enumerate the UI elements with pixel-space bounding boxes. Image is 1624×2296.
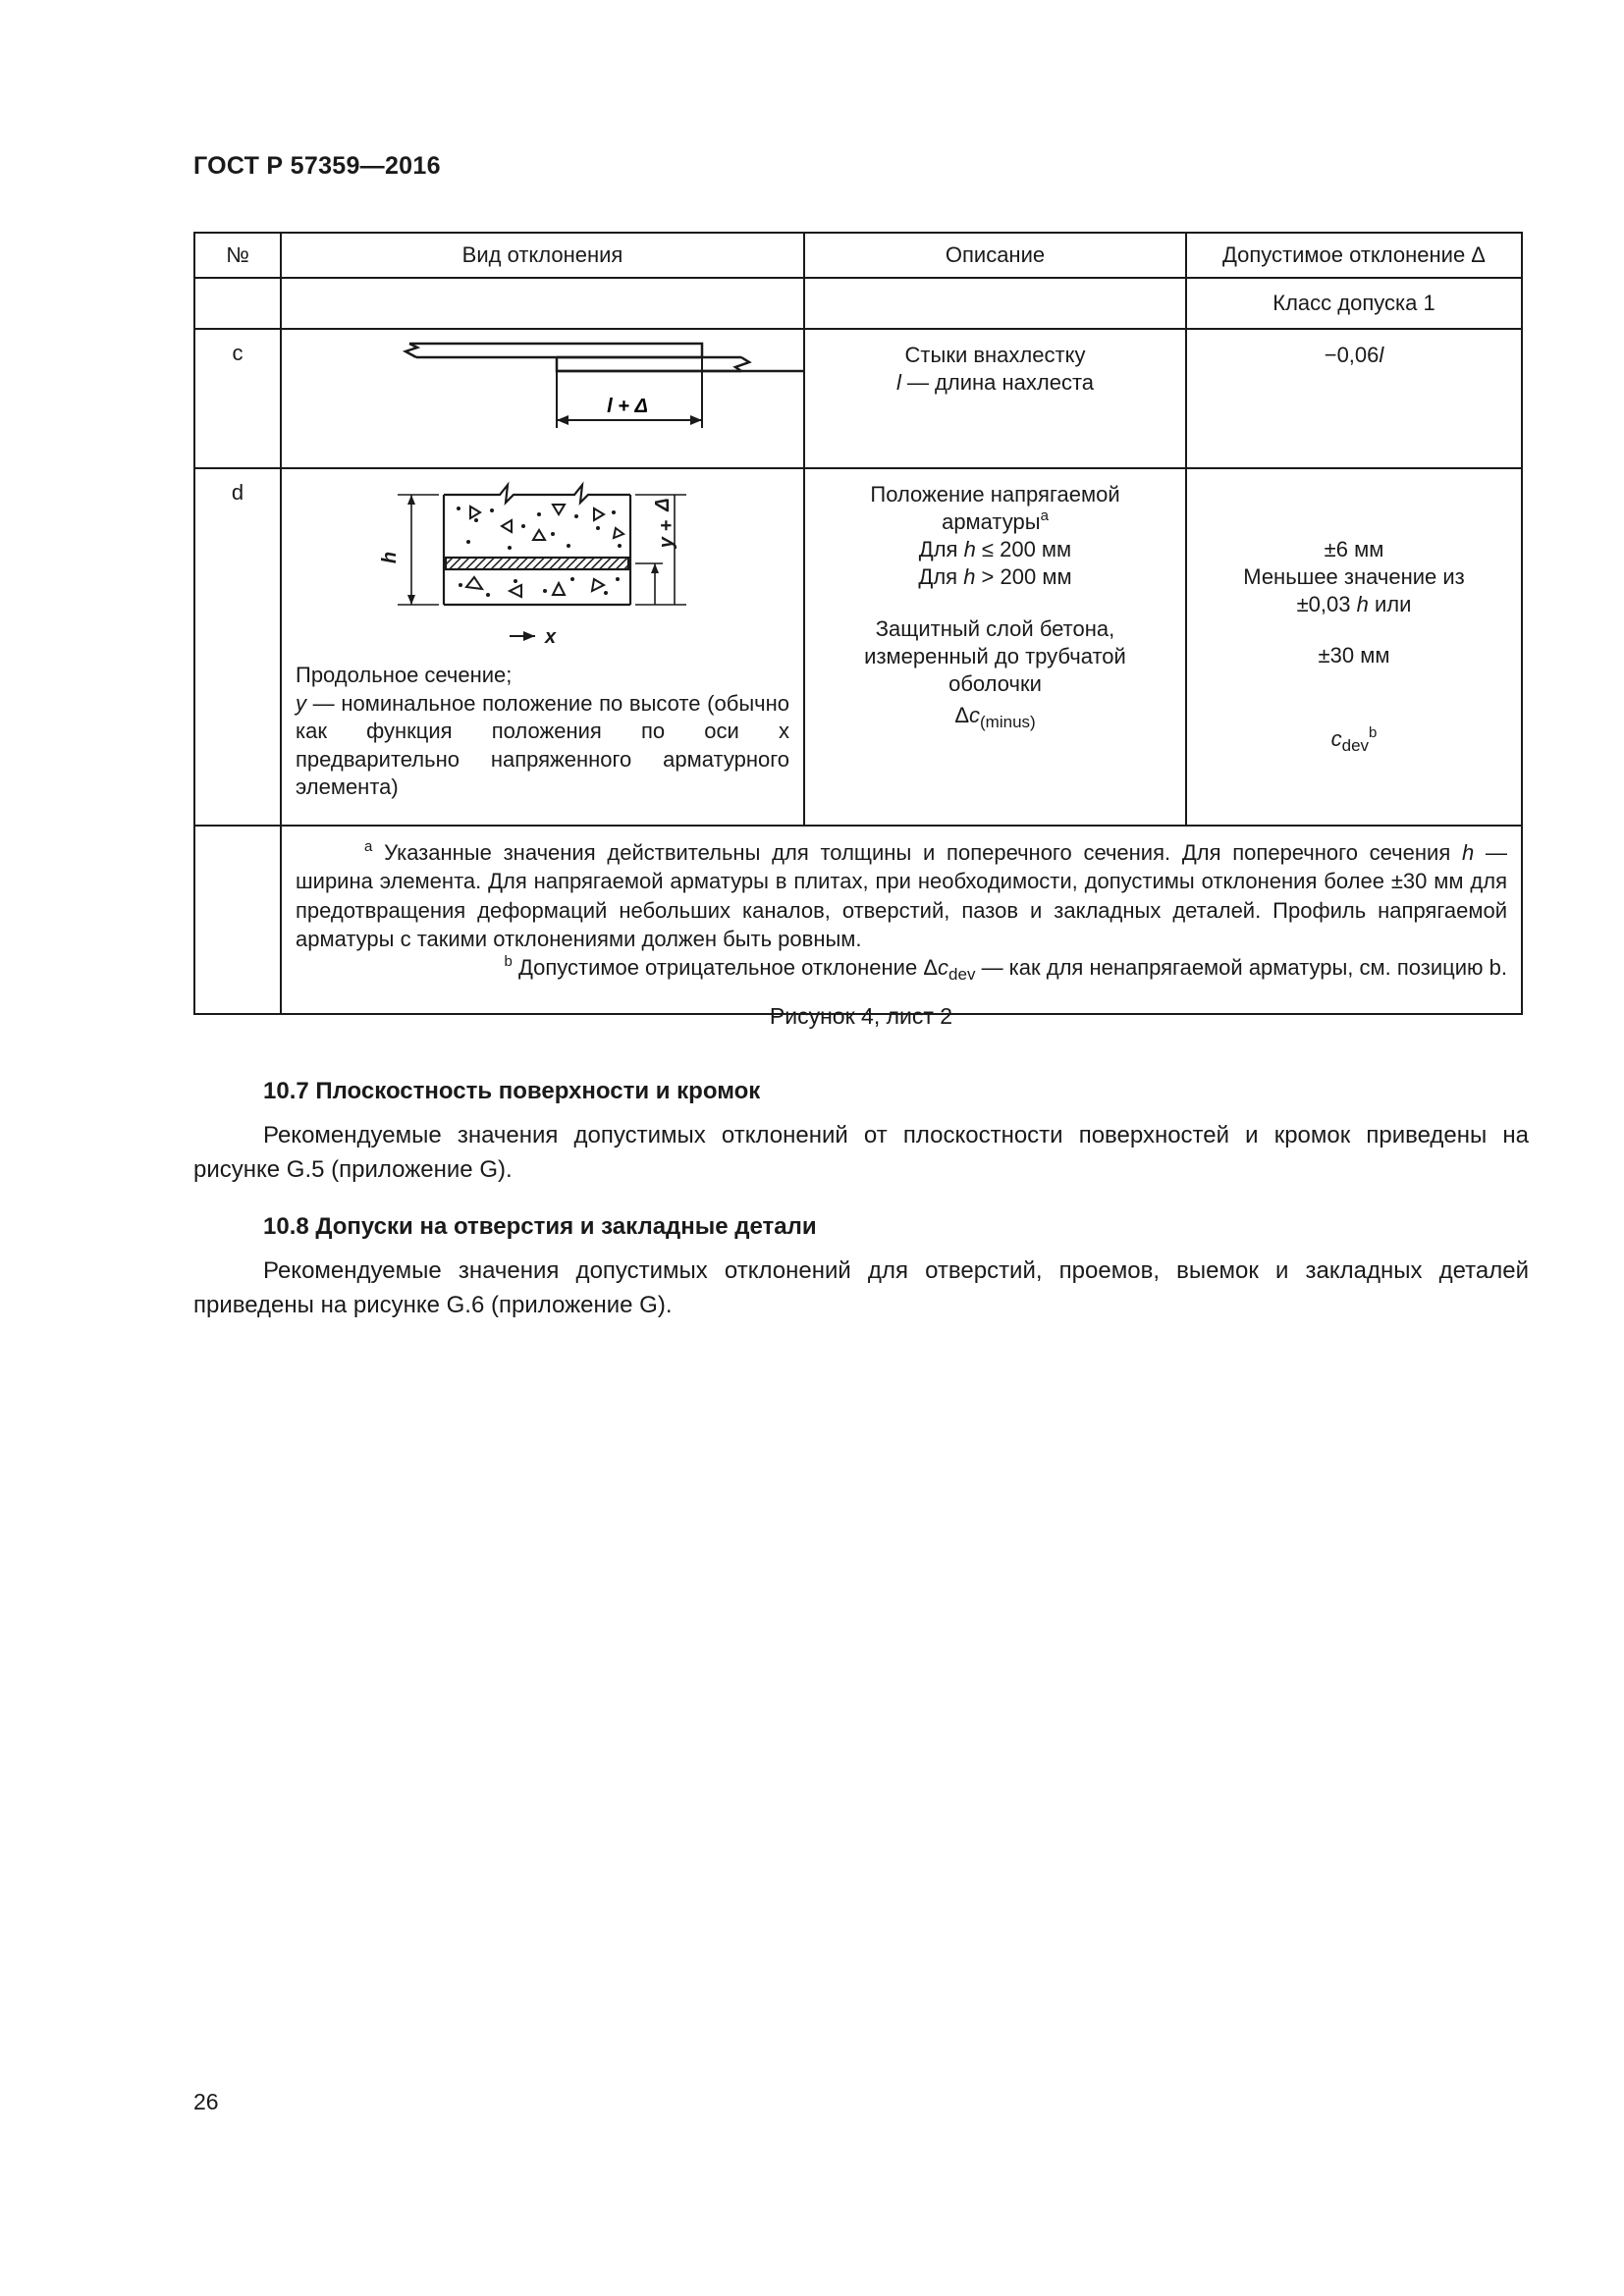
section-caption [282,662,803,802]
description-line [805,536,1185,563]
cover-description: Защитный слой бетона, измеренный до трубчатой оболочки [864,615,1126,696]
footnote-mark: b [504,953,513,970]
tendon-tolerance [1186,468,1522,826]
variable-c: c [938,955,949,980]
note-a [296,838,1507,953]
delta-c-minus [805,702,1185,732]
subscript: dev [948,965,976,984]
section-text-10-7: Рекомендуемые значения допустимых отклонений от плоскостности поверхностей и кромок приведены на рисунке G.5 (приложение G). [193,1122,1529,1183]
text-fragment: ±0,03 [1296,592,1357,617]
tolerance-value: −0,06 [1324,343,1380,367]
lap-joint-tolerance [1186,329,1522,468]
note-b [296,953,1507,982]
tendon-description [804,468,1186,826]
lap-joint-diagram [282,330,803,455]
section-title-10-7: 10.7 Плоскостность поверхности и кромок [263,1078,761,1104]
row-number: c [194,329,281,468]
tolerance-text [1187,591,1521,618]
variable-h: h [1356,592,1369,617]
text-fragment: ≤ 200 мм [975,537,1072,562]
lap-joint-description [804,329,1186,468]
section-text-10-8: Рекомендуемые значения допустимых отклонений для отверстий, проемов, выемок и закладных деталей приведены на рисунке G.6 (приложение G). [193,1257,1529,1318]
text-fragment: Указанные значения действительны для толщины и поперечного сечения. Для поперечного сечения [372,840,1462,865]
text-fragment: Допустимое отрицательное отклонение Δ [512,955,939,980]
header-tolerance: Допустимое отклонение Δ [1186,233,1522,278]
document-header: ГОСТ Р 57359—2016 [193,152,441,180]
header-num: № [194,233,281,278]
table-notes [281,826,1522,1014]
subscript: dev [1341,735,1370,755]
table-row-c [194,329,1522,468]
variable-h: h [963,564,976,590]
page-number: 26 [193,2089,219,2114]
variable-c: c [969,703,981,728]
variable-h: h [963,537,976,562]
header-description: Описание [804,233,1186,278]
tolerance-value: ±6 мм [1324,537,1384,561]
text-fragment: Для [918,564,964,590]
height-label: h [379,551,401,564]
empty-cell [194,826,281,1014]
subscript: (minus) [980,713,1036,732]
text-fragment: Δ [954,703,970,728]
text-fragment: Для [918,537,964,562]
row-number: d [194,468,281,826]
text-fragment: или [1368,592,1412,617]
text-fragment: — как для ненапрягаемой арматуры, см. позицию b. [975,955,1507,980]
variable-c: c [1330,725,1342,751]
tolerance-class: Класс допуска 1 [1186,278,1522,329]
description-line [805,563,1185,591]
x-axis-label: x [545,626,557,648]
description-line: Стыки внахлестку [904,343,1086,367]
empty-cell [804,278,1186,329]
variable-l: l [1379,343,1384,367]
caption-text: — номинальное положение по высоте (обычно как функция положения по оси x предварительно напряженного арматурного элемента) [296,690,789,800]
variable-h: h [1461,840,1475,865]
header-kind: Вид отклонения [281,233,804,278]
table-row-d [194,468,1522,826]
lap-length-label: l + Δ [607,396,648,417]
tolerance-value: ±30 мм [1318,643,1390,668]
description-line: Положение напрягаемой [870,482,1120,507]
tolerance-class-row [194,278,1522,329]
delta-label: Δ [652,498,674,511]
text-fragment: > 200 мм [975,564,1072,590]
variable-y: y [296,690,306,716]
footnote-mark: a [1040,507,1049,525]
longitudinal-section-diagram [282,469,803,648]
text-fragment: — ширина элемента. Для напрягаемой арматуры в плитах, при необходимости, допустимы отклонения более ±30 мм для предотвращения деформаций небольших каналов, отверстий, пазов и закладных деталей. Профиль напрягаемой арматуры с такими отклонениями должен быть ровным. [296,840,1507,951]
figure-caption: Рисунок 4, лист 2 [769,1003,953,1029]
y-label: y + [656,519,677,549]
tolerance-text: Меньшее значение из [1243,564,1465,590]
description-line [805,369,1185,397]
lap-joint-figure-cell [281,329,804,468]
text-fragment: арматуры [942,509,1041,535]
text-fragment: — длина нахлеста [900,370,1095,396]
variable-l: l [895,370,901,396]
table-header-row [194,233,1522,278]
deviation-table [193,232,1523,1015]
caption-line: Продольное сечение; [296,663,513,687]
tolerance-c-dev [1187,725,1521,753]
empty-cell [281,278,804,329]
description-line [805,508,1185,536]
footnote-mark: b [1369,723,1378,741]
table-notes-row [194,826,1522,1014]
footnote-mark: a [364,838,373,855]
section-title-10-8: 10.8 Допуски на отверстия и закладные детали [263,1213,817,1240]
section-figure-cell [281,468,804,826]
empty-cell [194,278,281,329]
